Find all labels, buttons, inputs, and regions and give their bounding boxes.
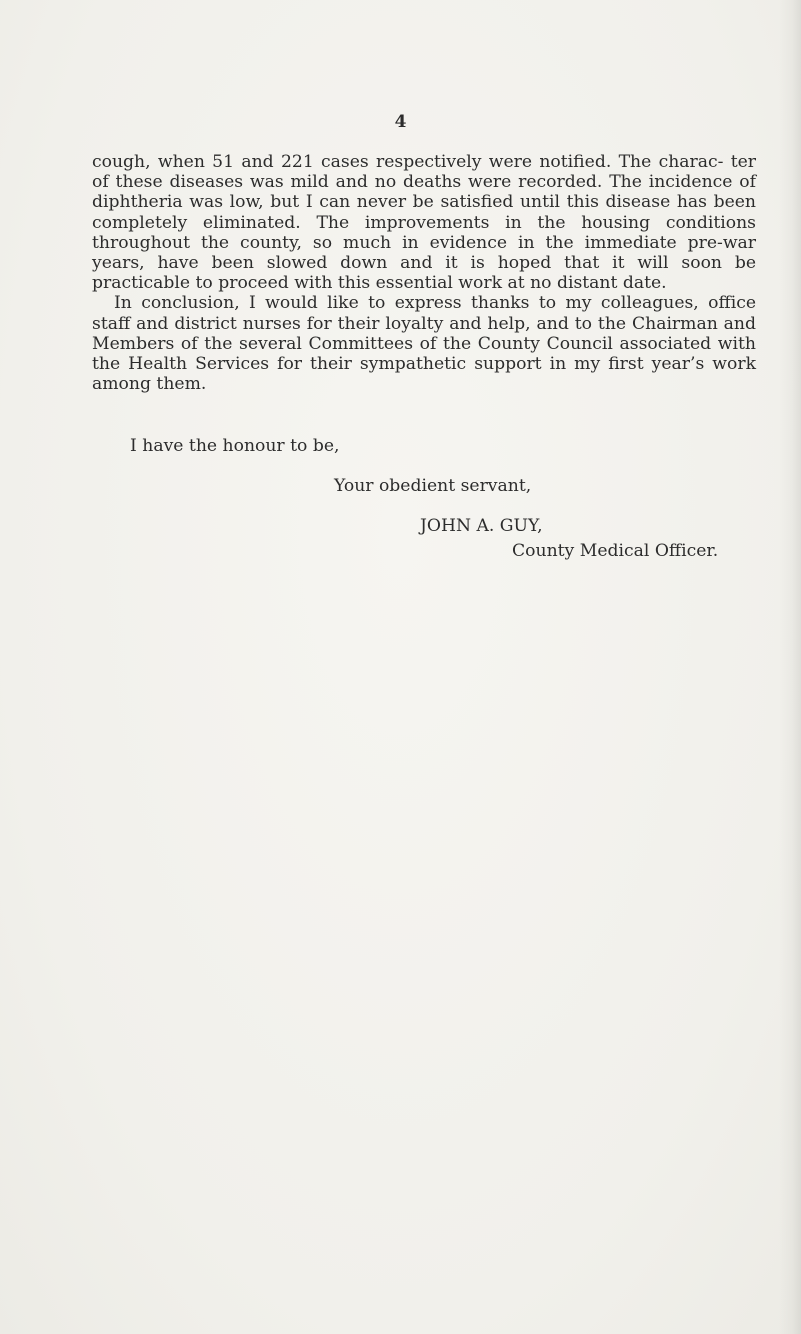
signature-name: JOHN A. GUY,: [420, 516, 543, 536]
closing-servant: Your obedient servant,: [334, 476, 532, 496]
closing-salutation: I have the honour to be,: [130, 436, 340, 456]
report-body: [92, 152, 756, 394]
page-edge-shadow: [779, 0, 801, 1334]
paragraph-housing: cough, when 51 and 221 cases respectively were notified. The charac- ter of these diseases was mild and no deaths were recorded. The incidence of diphtheria was low, but I can never be satisfied until this disease has been completely eliminated. The improvements in the housing conditions throughout the county, so much in evidence in the immediate pre-war years, have been slowed down and it is hoped that it will soon be practicable to proceed with this essential work at no distant date.: [92, 152, 756, 294]
page-number: 4: [394, 112, 407, 132]
signature-title: County Medical Officer.: [512, 541, 719, 561]
paragraph-conclusion: In conclusion, I would like to express thanks to my colleagues, office staff and district nurses for their loyalty and help, and to the Chairman and Members of the several Committees of the County Council associated with the Health Services for their sympathetic support in my first year’s work among them.: [92, 293, 756, 395]
